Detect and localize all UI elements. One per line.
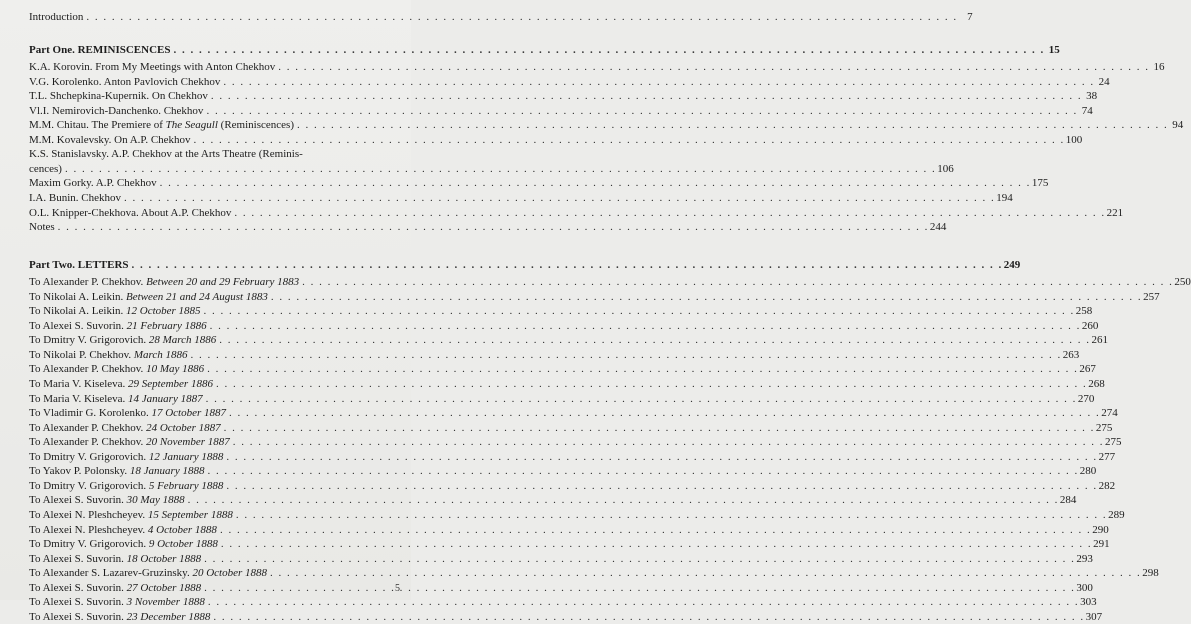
- dot-leader: [204, 304, 1075, 319]
- toc-page-number: 270: [1077, 392, 1095, 405]
- dot-leader: [210, 319, 1081, 334]
- letter-date: March 1886: [133, 348, 188, 361]
- dot-leader: [224, 421, 1095, 436]
- dot-leader: [191, 348, 1062, 363]
- toc-entry: [29, 206, 1124, 221]
- letter-recipient: To Dmitry V. Grigorovich.: [29, 479, 149, 492]
- toc-page-number: 175: [1031, 177, 1049, 190]
- dot-leader: [213, 610, 1084, 624]
- part-one-heading: [29, 43, 1060, 58]
- part-title: LETTERS: [77, 258, 129, 271]
- toc-entry-letter: [29, 290, 1160, 305]
- toc-page-number: 261: [1091, 334, 1108, 347]
- toc-page-number: 275: [1095, 421, 1113, 434]
- toc-page-number: 280: [1079, 465, 1097, 478]
- toc-entry-title: [29, 275, 299, 290]
- dot-leader: [204, 581, 1075, 596]
- part-one-entries: [29, 60, 1184, 235]
- letter-date: 30 May 1888: [126, 494, 185, 507]
- letter-recipient: To Alexander P. Chekhov.: [29, 421, 147, 434]
- dot-leader: [174, 43, 1045, 58]
- letter-recipient: To Dmitry V. Grigorovich.: [29, 450, 149, 463]
- dot-leader: [188, 493, 1059, 508]
- toc-entry-title: [29, 508, 233, 523]
- toc-page-number: 298: [1142, 567, 1159, 580]
- toc-entry-title: [29, 319, 207, 334]
- dot-leader: [204, 552, 1075, 567]
- letter-recipient: To Alexei S. Suvorin.: [29, 581, 127, 594]
- toc-entry-letter: [29, 479, 1116, 494]
- toc-entry: [29, 176, 1049, 191]
- italic-title: The Seagull: [165, 119, 218, 132]
- toc-entry: [29, 89, 1098, 104]
- toc-entry-title: [29, 581, 201, 596]
- letter-date: 4 October 1888: [147, 523, 217, 536]
- toc-entry-title: V.G. Korolenko. Anton Pavlovich Chekhov: [29, 75, 221, 88]
- letter-date: 17 October 1887: [151, 407, 227, 420]
- toc-entry-title: [29, 523, 217, 538]
- toc-entry-letter: [29, 508, 1125, 523]
- toc-entry-title: K.A. Korovin. From My Meetings with Anton Chekhov: [29, 61, 276, 74]
- dot-leader: [65, 162, 936, 177]
- toc-page-number: 249: [1003, 258, 1021, 271]
- toc-page-number: 250: [1174, 276, 1191, 289]
- toc-page-number: 100: [1065, 133, 1083, 146]
- part-title: REMINISCENCES: [77, 43, 171, 56]
- toc-page-number: 275: [1105, 436, 1122, 449]
- part-label: Part Two.: [29, 258, 76, 271]
- dot-leader: [216, 377, 1087, 392]
- toc-entry-title: T.L. Shchepkina-Kupernik. On Chekhov: [29, 90, 208, 103]
- page-folio-number: 5: [395, 583, 400, 594]
- dot-leader: [223, 75, 1094, 90]
- letter-recipient: To Maria V. Kiseleva.: [29, 378, 129, 391]
- letter-recipient: To Dmitry V. Grigorovich.: [29, 334, 149, 347]
- toc-entry-title: [29, 421, 221, 436]
- letter-recipient: To Alexei S. Suvorin.: [29, 596, 127, 609]
- toc-entry-title: Maxim Gorky. A.P. Chekhov: [29, 177, 157, 190]
- dot-leader: [86, 10, 957, 25]
- dot-leader: [233, 435, 1104, 450]
- toc-entry-title: [29, 479, 223, 494]
- toc-entry-title: [29, 537, 218, 552]
- letter-recipient: To Vladimir G. Korolenko.: [29, 407, 152, 420]
- toc-page-number: 16: [1153, 61, 1165, 74]
- toc-entry-title: [29, 595, 205, 610]
- letter-date: 28 March 1886: [148, 334, 217, 347]
- dot-leader: [297, 118, 1168, 133]
- letter-date: 21 February 1886: [126, 319, 207, 332]
- letter-date: 14 January 1887: [128, 392, 203, 405]
- toc-page-number: 263: [1062, 348, 1080, 361]
- toc-page-number: 194: [996, 192, 1013, 205]
- toc-entry: [29, 147, 401, 162]
- dot-leader: [236, 508, 1107, 523]
- letter-recipient: To Alexander P. Chekhov.: [29, 276, 147, 289]
- letter-recipient: To Alexander P. Chekhov.: [29, 363, 147, 376]
- toc-entry-title: M.M. Kovalevsky. On A.P. Chekhov: [29, 133, 191, 146]
- dot-leader: [302, 275, 1173, 290]
- toc-entry-letter: [29, 450, 1116, 465]
- toc-entry-letter: [29, 552, 1093, 567]
- toc-entry-letter: [29, 435, 1122, 450]
- toc-entry-title: O.L. Knipper-Chekhova. About A.P. Chekhov: [29, 206, 232, 219]
- toc-page-number: 290: [1092, 523, 1109, 536]
- toc-entry-title: [29, 435, 230, 450]
- letter-date: 3 November 1888: [126, 596, 205, 609]
- toc-page-number: 274: [1101, 407, 1118, 420]
- dot-leader: [206, 104, 1077, 119]
- toc-page-number: 7: [967, 11, 973, 23]
- toc-entry-letter: [29, 377, 1105, 392]
- toc-entry-letter: [29, 421, 1113, 436]
- letter-recipient: To Alexander S. Lazarev-Gruzinsky.: [29, 567, 193, 580]
- toc-page-number: 74: [1081, 104, 1093, 117]
- letter-date: 12 January 1888: [148, 450, 224, 463]
- toc-entry-letter: [29, 566, 1159, 581]
- toc-entry-letter: [29, 493, 1077, 508]
- toc-entry-letter: [29, 464, 1097, 479]
- toc-entry-letter: [29, 392, 1095, 407]
- letter-recipient: To Nikolai A. Leikin.: [29, 305, 126, 318]
- toc-entry-title: [29, 118, 294, 133]
- toc-entry-title: I.A. Bunin. Chekhov: [29, 192, 121, 205]
- toc-entry: [29, 75, 1110, 90]
- letter-date: 27 October 1888: [126, 581, 202, 594]
- letter-date: 9 October 1888: [148, 538, 218, 551]
- toc-page-number: 24: [1098, 75, 1110, 88]
- toc-page-number: 221: [1106, 206, 1124, 219]
- dot-leader: [278, 60, 1149, 75]
- letter-recipient: To Alexei N. Pleshcheyev.: [29, 523, 148, 536]
- toc-page-number: 94: [1172, 119, 1184, 132]
- toc-page-number: 293: [1076, 552, 1093, 565]
- toc-entry-letter: [29, 595, 1097, 610]
- toc-page-number: 244: [929, 221, 947, 234]
- toc-entry-title: K.S. Stanislavsky. A.P. Chekhov at the Arts Theatre (Reminis-: [29, 148, 303, 161]
- dot-leader: [234, 206, 1105, 221]
- toc-entry: [29, 60, 1165, 75]
- toc-entry-title: [29, 290, 268, 305]
- toc-entry-title: [29, 348, 188, 363]
- letter-date: 29 September 1886: [128, 378, 213, 391]
- title-text: M.M. Chitau. The Premiere of: [29, 119, 166, 132]
- toc-page-number: 277: [1098, 450, 1116, 463]
- letter-recipient: To Yakov P. Polonsky.: [29, 465, 130, 478]
- toc-page-number: 257: [1143, 290, 1160, 303]
- toc-entry-letter: [29, 362, 1096, 377]
- letter-recipient: To Nikolai A. Leikin.: [29, 290, 126, 303]
- toc-page-number: 38: [1086, 90, 1098, 103]
- toc-page-number: 258: [1075, 305, 1093, 318]
- toc-page-number: 284: [1059, 494, 1077, 507]
- toc-page-number: 300: [1076, 581, 1093, 594]
- letter-recipient: To Maria V. Kiseleva.: [29, 392, 129, 405]
- letter-date: 15 September 1888: [147, 508, 233, 521]
- toc-entry-title: Vl.I. Nemirovich-Danchenko. Chekhov: [29, 104, 204, 117]
- toc-entry-title: [29, 450, 223, 465]
- toc-page-number: 106: [937, 162, 954, 175]
- part-label: Part One.: [29, 43, 75, 56]
- toc-entry-letter: [29, 406, 1118, 421]
- toc-entry-title: [29, 392, 203, 407]
- letter-date: Between 21 and 24 August 1883: [126, 290, 268, 303]
- toc-entry-letter: [29, 581, 1093, 596]
- letter-recipient: To Dmitry V. Grigorovich.: [29, 538, 149, 551]
- dot-leader: [160, 176, 1031, 191]
- toc-entry-letter: [29, 610, 1103, 624]
- part-heading-text: [29, 43, 171, 58]
- title-text: (Reminiscences): [217, 119, 294, 132]
- letter-recipient: To Nikolai P. Chekhov.: [29, 348, 134, 361]
- toc-entry: [29, 220, 947, 235]
- toc-entry-title: [29, 377, 213, 392]
- dot-leader: [226, 479, 1097, 494]
- letter-date: 18 January 1888: [129, 465, 205, 478]
- toc-page-number: 289: [1108, 508, 1125, 521]
- letter-date: 20 October 1888: [192, 567, 268, 580]
- toc-page-number: 303: [1080, 596, 1097, 609]
- toc-entry-title: [29, 362, 204, 377]
- dot-leader: [208, 595, 1079, 610]
- toc-page-number: 267: [1079, 363, 1096, 376]
- toc-entry-letter: [29, 275, 1191, 290]
- letter-recipient: To Alexei N. Pleshcheyev.: [29, 508, 148, 521]
- part-two-heading: [29, 258, 1021, 273]
- dot-leader: [221, 537, 1092, 552]
- part-heading-text: [29, 258, 129, 273]
- dot-leader: [211, 89, 1082, 104]
- toc-entry-letter: [29, 348, 1080, 363]
- letter-recipient: To Alexei S. Suvorin.: [29, 494, 127, 507]
- toc-entry-continuation: [29, 162, 954, 177]
- toc-entry-title: [29, 304, 201, 319]
- toc-entry-letter: [29, 333, 1108, 348]
- letter-recipient: To Alexei S. Suvorin.: [29, 319, 127, 332]
- dot-leader: [219, 333, 1090, 348]
- dot-leader: [229, 406, 1100, 421]
- letter-recipient: To Alexei S. Suvorin.: [29, 610, 127, 623]
- toc-entry-introduction: [29, 10, 973, 25]
- dot-leader: [58, 220, 929, 235]
- toc-entry-title: Introduction: [29, 11, 84, 23]
- dot-leader: [194, 133, 1065, 148]
- dot-leader: [270, 566, 1141, 581]
- dot-leader: [124, 191, 995, 206]
- letter-date: 5 February 1888: [148, 479, 224, 492]
- letter-date: 18 October 1888: [126, 552, 202, 565]
- toc-entry-title: [29, 552, 201, 567]
- dot-leader: [132, 258, 1003, 273]
- toc-entry-title: [29, 610, 210, 624]
- toc-entry: [29, 104, 1093, 119]
- toc-entry: [29, 191, 1013, 206]
- toc-entry-letter: [29, 319, 1099, 334]
- toc-entry: [29, 133, 1083, 148]
- letter-recipient: To Alexei S. Suvorin.: [29, 552, 127, 565]
- toc-page-number: 282: [1098, 479, 1116, 492]
- letter-date: 20 November 1887: [146, 436, 230, 449]
- letter-recipient: To Alexander P. Chekhov.: [29, 436, 147, 449]
- toc-entry-title: Notes: [29, 221, 55, 234]
- toc-entry-title: [29, 566, 267, 581]
- dot-leader: [207, 362, 1078, 377]
- toc-page-number: 291: [1093, 538, 1110, 551]
- letter-date: 10 May 1886: [146, 363, 205, 376]
- toc-page-number: 15: [1048, 43, 1060, 56]
- dot-leader: [226, 450, 1097, 465]
- toc-entry-letter: [29, 537, 1110, 552]
- toc-page-number: 260: [1081, 319, 1099, 332]
- letter-date: 23 December 1888: [126, 610, 211, 623]
- toc-entry-title: [29, 493, 185, 508]
- toc-entry-title: [29, 333, 216, 348]
- letter-date: Between 20 and 29 February 1883: [146, 276, 300, 289]
- toc-entry-letter: [29, 304, 1093, 319]
- dot-leader: [220, 523, 1091, 538]
- letter-date: 24 October 1887: [146, 421, 221, 434]
- dot-leader: [206, 392, 1077, 407]
- part-two-entries: [29, 275, 1191, 624]
- toc-entry: [29, 118, 1184, 133]
- letter-date: 12 October 1885: [126, 305, 201, 318]
- table-of-contents: [29, 10, 1191, 624]
- dot-leader: [271, 290, 1142, 305]
- dot-leader: [207, 464, 1078, 479]
- toc-entry-title: cences): [29, 162, 62, 175]
- toc-entry-title: [29, 464, 204, 479]
- toc-entry-letter: [29, 523, 1109, 538]
- toc-entry-title: [29, 406, 226, 421]
- toc-page-number: 307: [1085, 610, 1103, 623]
- toc-page-number: 268: [1088, 378, 1105, 391]
